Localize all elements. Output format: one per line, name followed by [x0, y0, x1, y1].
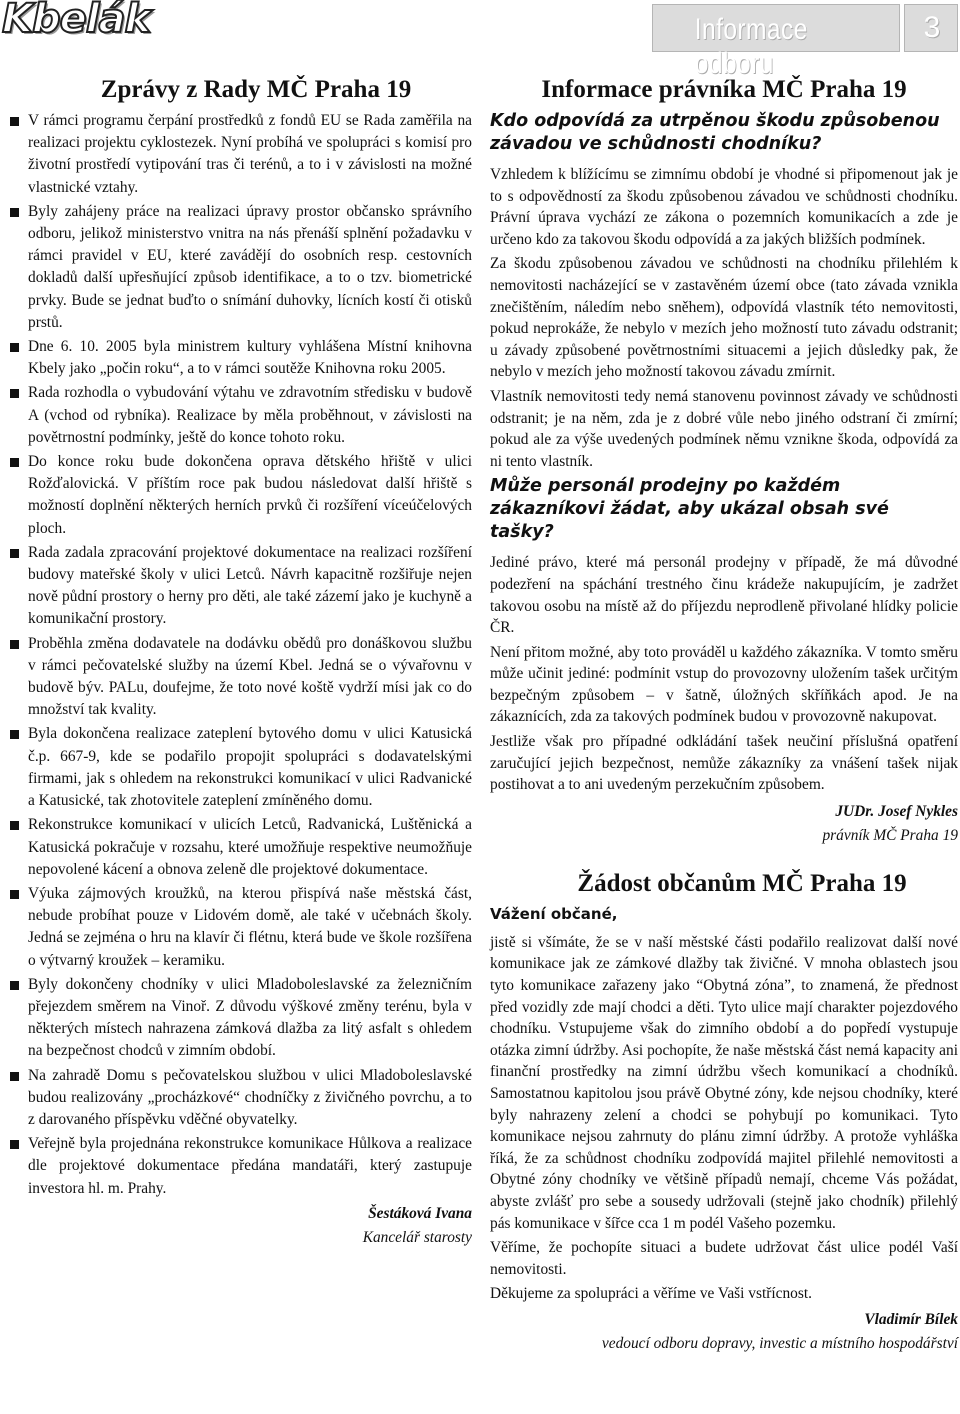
square-bullet-icon [10, 208, 19, 217]
logo-text: Kbelák [2, 0, 151, 42]
masthead [0, 0, 960, 80]
signature-role: Kancelář starosty [362, 1228, 472, 1246]
signature-name: Vladimír Bílek [864, 1310, 958, 1328]
question-heading: Kdo odpovídá za utrpěnou škodu způsobenou závadou ve schůdnosti chodníku? [490, 111, 940, 154]
kbelak-logo [2, 0, 162, 46]
square-bullet-icon [10, 1140, 19, 1149]
news-item: V rámci programu čerpání prostředků z fondů EU se Rada zaměřila na realizaci projektu cyklostezek. Nyní probíhá ve spolupráci s komisí pro životní prostředí vytipování tras či terénů, a to i v závislosti na možné vlastnické vztahy. [10, 110, 472, 199]
square-bullet-icon [10, 549, 19, 558]
request-title: Žádost občanům MČ Praha 19 [577, 869, 907, 897]
council-news-title: Zprávy z Rady MČ Praha 19 [100, 76, 412, 103]
news-item: Na zahradě Domu s pečovatelskou službou v ulici Mladoboleslavské budou realizovány „procházkové“ chodníčky z živičného povrchu, a to z darovaného příspěvku vděčné obyvatelky. [10, 1065, 472, 1132]
page-number: 3 [923, 11, 941, 44]
section-header [652, 4, 900, 80]
news-item: Do konce roku bude dokončena oprava dětského hřiště v ulici Rožďalovická. V příštím roce pak budou následovat další hřiště s možností doplnění některých herních prvků či rozšíření víceúčelových ploch. [10, 451, 472, 540]
paragraph: jistě si všímáte, že se v naší městské části podařilo realizovat další nové komunikace jak ze zámkové dlažby tak živičné. V mnoha oblastech jsou tyto komunikace zařazeny jako “Obytná zóna”, to znamená, že přednost před vozidly zde mají chodci a děti. Tyto ulice mají charakter pojezdového chodníku. Vstupujeme však do zimního období a do popředí vystupuje otázka zimní údržby. Asi pochopíte, že naše městská část nemá kapacity ani finanční prostředky na zimní údržbu všech komunikací a chodníků. Samostatnou kapitolou jsou právě Obytné zóny, kde nejsou chodníky, které byly nahrazeny zelení a chodci se pohybují po komunikaci. Tyto komunikace nejsou zahrnuty do plánu zimní údržby. A protože vyhláška říká, že za schůdnost chodníku zodpovídá majitel přilehlé nemovitosti a Obytné zóny chodníky ve většině případů nemají, chceme Vás požádat, abyste zvlášť pro sebe a sousedy udržovali (stejně jako chodník) přilehlý pás komunikace v šířce cca 1 m podél Vašeho pozemku. [490, 933, 958, 1232]
greeting: Vážení občané, [490, 904, 618, 923]
council-news-list [10, 110, 472, 1200]
paragraph: Vzhledem k blížícímu se zimnímu období je vhodné si připomenout jak je to s odpovědností za škodu způsobenou závadou ve schůdnosti chodníku. Právní úprava vychází ze zákona o pozemních komunikacích a zde je určeno kdo za takovou škodu odpovídá a za jakých bližších podmínek. [490, 166, 958, 248]
news-item: Byly dokončeny chodníky v ulici Mladoboleslavské za železničním přejezdem směrem na Vinoř. Z důvodu výškové změny terénu, byla v některých místech nahrazena zámková dlažba za litý asfalt s ohledem na bezpečnost chodců v zimním období. [10, 974, 472, 1063]
signature-name: Šestáková Ivana [368, 1204, 472, 1222]
paragraph: Děkujeme za spolupráci a věříme ve Vaši vstřícnost. [490, 1285, 812, 1303]
square-bullet-icon [10, 458, 19, 467]
square-bullet-icon [10, 981, 19, 990]
signature-role: právník MČ Praha 19 [822, 826, 958, 844]
lawyer-info-title: Informace právníka MČ Praha 19 [541, 76, 907, 103]
page-number-box [904, 4, 958, 52]
news-item: Veřejně byla projednána rekonstrukce komunikace Hůlkova a realizace dle projektové dokumentace předána mandatáři, který zastupuje investora hl. m. Prahy. [10, 1133, 472, 1200]
news-item: Byly zahájeny práce na realizaci úpravy prostor občansko správního odboru, jelikož ministerstvo vnitra na nás přenáší splnění požadavku v rámci pravidel v EU, které zavádějí do osobních resp. cestovních dokladů další upřesňující způsob identifikace, a to o tzv. biometrické prvky. Bude se jednat buďto o snímání duhovky, lícních kostí či otisků prstů. [10, 201, 472, 334]
square-bullet-icon [10, 389, 19, 398]
square-bullet-icon [10, 117, 19, 126]
paragraph: Za škodu způsobenou závadou ve schůdnosti na chodníku přilehlém k nemovitosti nacházející se v zastavěném území obce (tato závada vznikla znečištěním, náledím nebo sněhem), odpovídá vlastník této nemovitosti, pokud neprokáže, že nebylo v mezích jeho možností tuto závadu odstranit; u závady způsobené povětrnostními situacemi a jejich důsledky pak, že nebylo v mezích jeho možností takovou závadu zmírnit. [490, 255, 958, 381]
section-title: Informace odboru [694, 13, 808, 80]
news-item: Rada zadala zpracování projektové dokumentace na realizaci rozšíření budovy mateřské školy v ulici Letců. Návrh kapacitně rozšiřuje nejen nově půdní prostory o herny pro děti, ale také zázemí jako je kuchyně a komunikační prostory. [10, 542, 472, 631]
request-signature [490, 1308, 958, 1356]
square-bullet-icon [10, 343, 19, 352]
lawyer-info-column [490, 76, 958, 1356]
council-news-column [10, 76, 472, 1250]
paragraph: Věříme, že pochopíte situaci a budete udržovat část ulice podél Vaší nemovitosti. [490, 1239, 958, 1278]
paragraph: Jestliže však pro případné odkládání tašek neučiní příslušná opatření zaručující jejich bezpečnost, nemůže zákazníky za vnášení tašek nijak postihovat a to ani uvedeným perzekučním způsobem. [490, 733, 958, 794]
square-bullet-icon [10, 1072, 19, 1081]
question-heading: Může personál prodejny po každém zákazníkovi žádat, aby ukázal obsah své tašky? [490, 476, 889, 543]
square-bullet-icon [10, 821, 19, 830]
paragraph: Jediné právo, které má personál prodejny v případě, že má důvodné podezření na spáchání trestného činu krádeže nakupujícím, je zadržet takovou osobu na místě až do příjezdu neprodleně přivolané hlídky policie ČR. [490, 554, 958, 637]
news-item: Rekonstrukce komunikací v ulicích Letců, Radvanická, Luštěnická a Katusická pokračuje v rozsahu, které umožňuje respektive neumožňuje nepovolené kácení a obnova zeleně dle projektové dokumentace. [10, 814, 472, 881]
signature-role: vedoucí odboru dopravy, investic a místního hospodářství [601, 1334, 958, 1352]
lawyer-signature [490, 800, 958, 848]
news-item: Byla dokončena realizace zateplení bytového domu v ulici Katusická č.p. 667-9, kde se podařilo propojit spolupráci s dodavatelskými firmami, jak s ohledem na rekonstrukci komunikací v ulici Radvanické a Katusické, tak zhotovitele zateplení zmíněného domu. [10, 723, 472, 812]
square-bullet-icon [10, 890, 19, 899]
square-bullet-icon [10, 640, 19, 649]
news-item: Výuka zájmových kroužků, na kterou přispívá naše městská část, nebude probíhat pouze v Lidovém domě, ale také v učebnách školy. Jedná se zejména o hru na klavír či flétnu, která bude ve škole rozšířena o výtvarný kroužek – keramiku. [10, 883, 472, 972]
square-bullet-icon [10, 730, 19, 739]
news-item: Rada rozhodla o vybudování výtahu ve zdravotním středisku v budově A (vchod od rybníka). Realizace by měla proběhnout, v závislosti na povětrnostní podmínky, ještě do konce tohoto roku. [10, 382, 472, 449]
paragraph: Vlastník nemovitosti tedy nemá stanovenu povinnost závady ve schůdnosti odstranit; je na něm, zda je z dobré vůle nebo jiného odstraní či zmírní; pokud ale za výše uvedených podmínek němu vznikne škoda, odpovídá za ni tento vlastník. [490, 387, 958, 470]
paragraph: Není přitom možné, aby toto prováděl u každého zákazníka. V tomto směru může učinit jediné: podmínit vstup do provozovny uložením tašek určitým bezpečným způsobem – v šatně, úložných skříňkách apod. Je na zákaznících, zda za takových podmínek budou v provozovně nakupovat. [490, 643, 958, 726]
council-signature [10, 1202, 472, 1250]
news-item: Dne 6. 10. 2005 byla ministrem kultury vyhlášena Místní knihovna Kbely jako „počin roku“, a to v rámci soutěže Knihovna roku 2005. [10, 336, 472, 380]
news-item: Proběhla změna dodavatele na dodávku obědů pro donáškovou službu v rámci pečovatelské služby na území Kbel. Jedná se o vývařovnu v budově býv. PALu, doufejme, že toto nové koště vydrží mísi jak co do množství tak kvality. [10, 633, 472, 722]
signature-name: JUDr. Josef Nykles [835, 802, 958, 820]
